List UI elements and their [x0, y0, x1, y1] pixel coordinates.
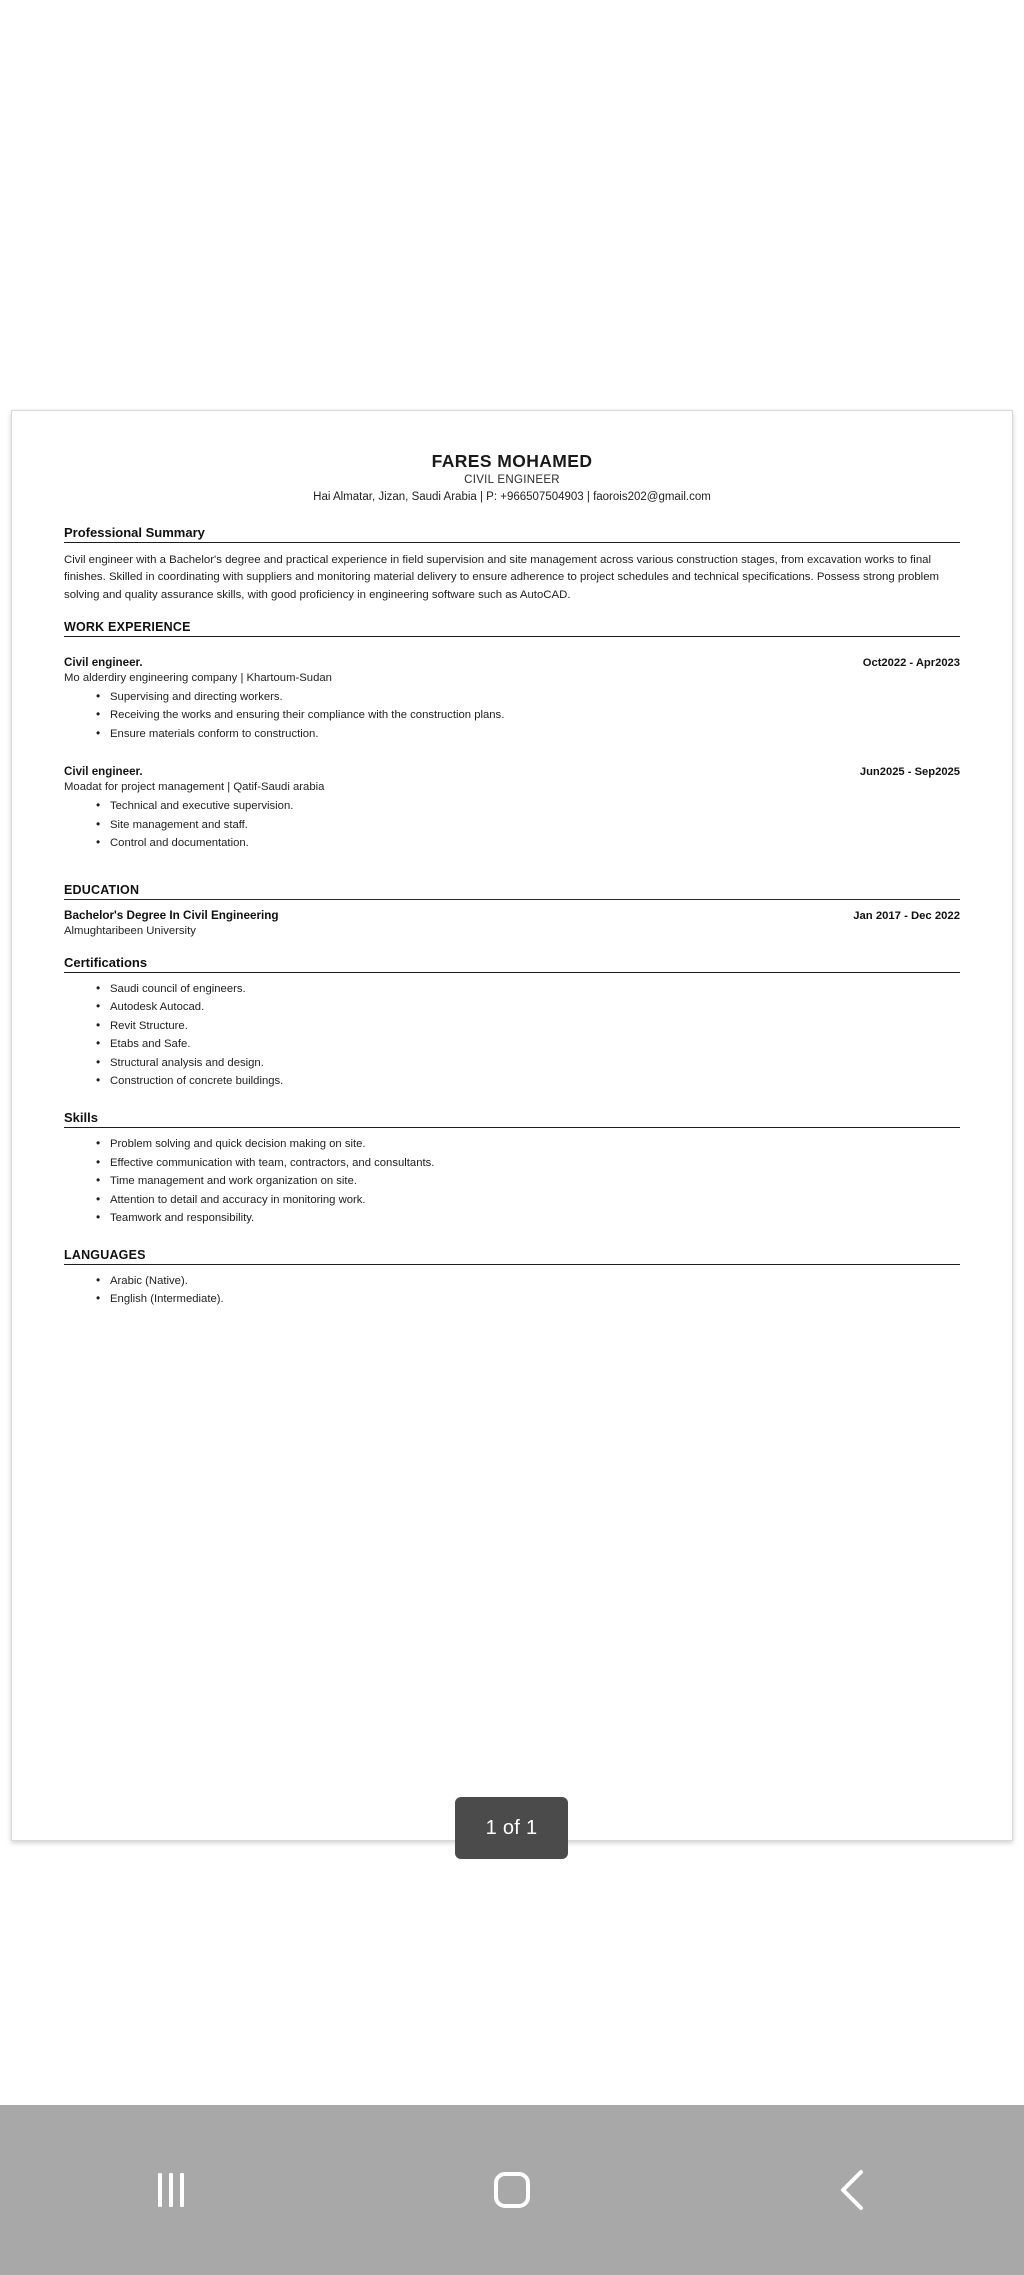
job-entry [64, 765, 960, 850]
divider [64, 636, 960, 637]
list-item: • Revit Structure. [110, 1019, 960, 1033]
list-item: • Receiving the works and ensuring their compliance with the construction plans. [110, 708, 960, 722]
job-entry [64, 656, 960, 741]
job-dates: Jun2025 - Sep2025 [859, 766, 960, 779]
section-title-certifications: Certifications [64, 954, 148, 970]
education-school: Almughtaribeen University [64, 924, 196, 937]
job-bullets [64, 799, 960, 850]
job-title: Civil engineer. [64, 765, 143, 779]
resume-name: FARES MOHAMED [431, 451, 593, 471]
list-item: • Autodesk Autocad. [110, 1000, 960, 1014]
job-dates: Oct2022 - Apr2023 [862, 656, 960, 669]
chevron-left-icon [833, 2166, 873, 2214]
resume-page[interactable] [11, 410, 1013, 1841]
recents-icon [158, 2173, 184, 2207]
back-button[interactable] [793, 2140, 913, 2240]
divider [64, 1264, 960, 1265]
list-item: • Structural analysis and design. [110, 1056, 960, 1070]
section-education [64, 883, 960, 937]
section-title-languages: LANGUAGES [64, 1247, 146, 1262]
summary-text: Civil engineer with a Bachelor's degree and practical experience in field supervision and site management across various construction stages, from excavation works to final finishes. Skilled in coordinating with suppliers and monitoring material delivery to ensure adherence to project schedules and technical specifications. Possess strong problem solving and quality assurance skills, with good proficiency in engineering software such as AutoCAD. [64, 554, 940, 601]
divider [64, 972, 960, 973]
android-navigation-bar [0, 2105, 1024, 2275]
recents-button[interactable] [111, 2140, 231, 2240]
list-item: • Arabic (Native). [110, 1274, 960, 1288]
divider [64, 1127, 960, 1128]
list-item: • Supervising and directing workers. [110, 690, 960, 704]
list-item: • Etabs and Safe. [110, 1037, 960, 1051]
list-item: • English (Intermediate). [110, 1292, 960, 1306]
skills-list [64, 1137, 960, 1225]
job-company: Mo alderdiry engineering company | Khartoum-Sudan [64, 671, 332, 684]
list-item: • Effective communication with team, contractors, and consultants. [110, 1156, 960, 1170]
list-item: • Problem solving and quick decision making on site. [110, 1137, 960, 1151]
home-button[interactable] [452, 2140, 572, 2240]
resume-contact: Hai Almatar, Jizan, Saudi Arabia | P: +966507504903 | faorois202@gmail.com [313, 491, 711, 503]
resume-role: CIVIL ENGINEER [464, 474, 560, 486]
section-title-work: WORK EXPERIENCE [64, 619, 191, 634]
section-languages [64, 1248, 960, 1307]
divider [64, 542, 960, 543]
job-bullets [64, 690, 960, 741]
education-dates: Jan 2017 - Dec 2022 [853, 909, 960, 922]
certifications-list [64, 982, 960, 1089]
list-item: • Teamwork and responsibility. [110, 1211, 960, 1225]
education-degree: Bachelor's Degree In Civil Engineering [64, 908, 279, 922]
section-work-experience [64, 620, 960, 851]
section-title-summary: Professional Summary [64, 525, 205, 540]
list-item: • Saudi council of engineers. [110, 982, 960, 996]
languages-list [64, 1274, 960, 1307]
list-item: • Site management and staff. [110, 818, 960, 832]
list-item: • Attention to detail and accuracy in monitoring work. [110, 1193, 960, 1207]
home-icon [494, 2172, 530, 2208]
section-skills [64, 1110, 960, 1225]
list-item: • Control and documentation. [110, 836, 960, 850]
list-item: • Time management and work organization on site. [110, 1174, 960, 1188]
list-item: • Construction of concrete buildings. [110, 1074, 960, 1088]
section-certifications [64, 955, 960, 1089]
list-item: • Ensure materials conform to construction. [110, 727, 960, 741]
list-item: • Technical and executive supervision. [110, 799, 960, 813]
section-title-skills: Skills [64, 1110, 98, 1126]
job-title: Civil engineer. [64, 655, 143, 669]
job-company: Moadat for project management | Qatif-Saudi arabia [64, 781, 325, 794]
divider [64, 899, 960, 900]
section-professional-summary [64, 525, 960, 604]
section-title-education: EDUCATION [64, 882, 140, 897]
page-indicator: 1 of 1 [455, 1797, 568, 1859]
